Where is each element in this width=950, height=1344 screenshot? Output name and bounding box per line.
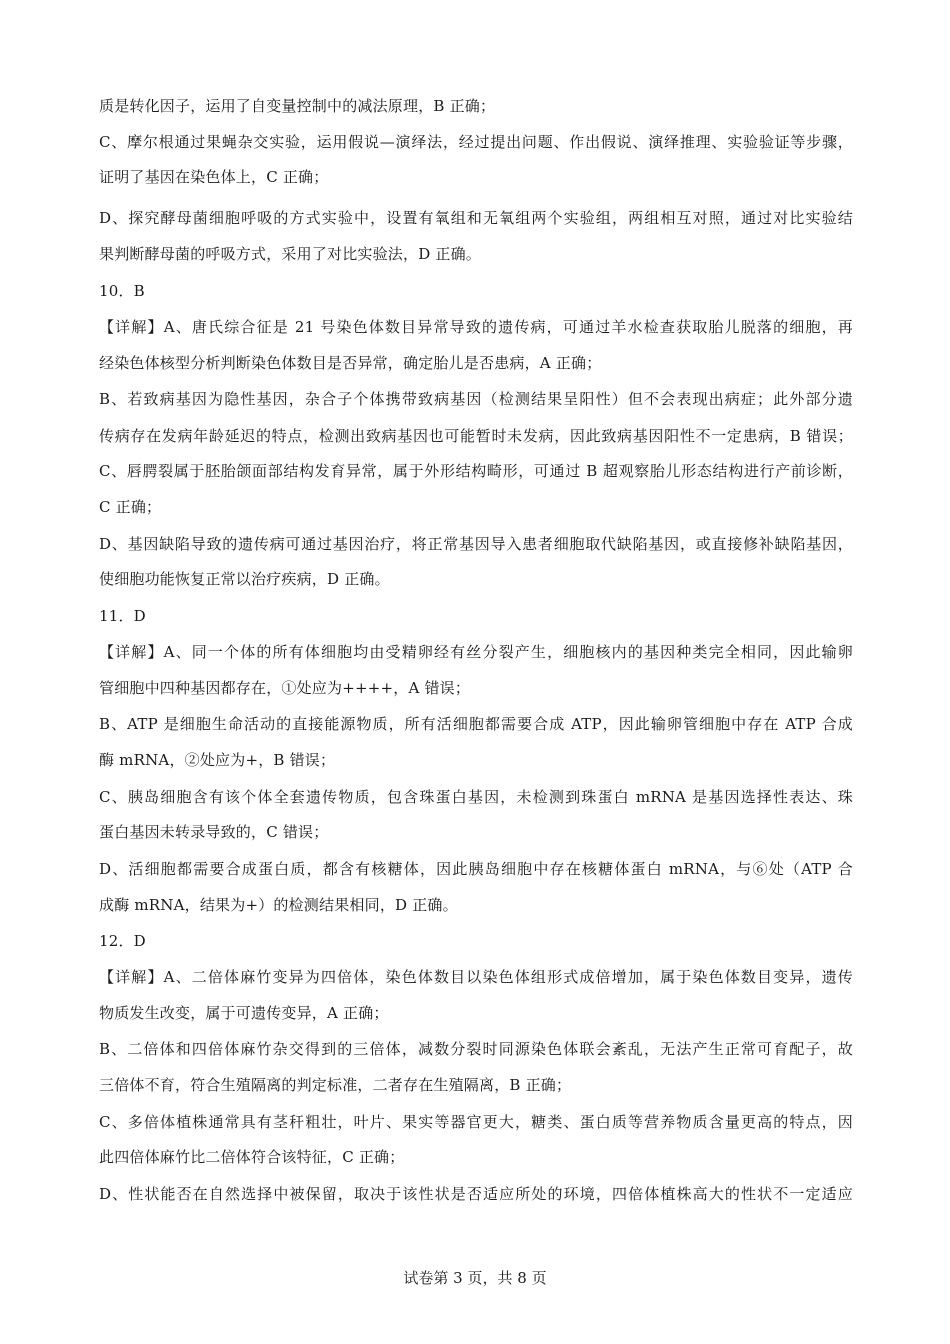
text-line: C、唇腭裂属于胚胎颌面部结构发育异常，属于外形结构畸形，可通过 B 超观察胎儿形态结构进行产前诊断， [99, 462, 853, 480]
text-line: C、胰岛细胞含有该个体全套遗传物质，包含珠蛋白基因，未检测到珠蛋白 mRNA 是基因选择性表达、珠 [99, 788, 853, 806]
text-line: B、ATP 是细胞生命活动的直接能源物质，所有活细胞都需要合成 ATP，因此输卵管细胞中存在 ATP 合成 [99, 715, 853, 733]
text-line: B、若致病基因为隐性基因，杂合子个体携带致病基因（检测结果呈阳性）但不会表现出病症；此外部分遗 [99, 390, 853, 408]
text-line: D、探究酵母菌细胞呼吸的方式实验中，设置有氧组和无氧组两个实验组，两组相互对照，通过对比实验结 [99, 209, 853, 227]
text-line: D、基因缺陷导致的遗传病可通过基因治疗，将正常基因导入患者细胞取代缺陷基因，或直接修补缺陷基因， [99, 535, 853, 553]
text-line: 此四倍体麻竹比二倍体符合该特征，C 正确； [99, 1148, 405, 1166]
question-number: 11．D [99, 607, 146, 625]
text-line: 蛋白基因未转录导致的，C 错误； [99, 823, 329, 841]
text-line: 传病存在发病年龄延迟的特点，检测出致病基因也可能暂时未发病，因此致病基因阳性不一定患病，B 错误； [99, 427, 853, 445]
text-line: 物质发生改变，属于可遗传变异，A 正确； [99, 1004, 389, 1022]
text-line: 经染色体核型分析判断染色体数目是否异常，确定胎儿是否患病，A 正确； [99, 354, 602, 372]
text-line: D、性状能否在自然选择中被保留，取决于该性状是否适应所处的环境，四倍体植株高大的性状不一定适应 [99, 1185, 853, 1203]
text-line: 证明了基因在染色体上，C 正确； [99, 168, 329, 186]
text-line: C、多倍体植株通常具有茎秆粗壮，叶片、果实等器官更大，糖类、蛋白质等营养物质含量更高的特点，因 [99, 1113, 853, 1131]
text-line: 【详解】A、唐氏综合征是 21 号染色体数目异常导致的遗传病，可通过羊水检查获取胎儿脱落的细胞，再 [99, 318, 853, 336]
text-line: 三倍体不育，符合生殖隔离的判定标准，二者存在生殖隔离，B 正确； [99, 1076, 572, 1094]
text-line: C 正确； [99, 498, 162, 516]
text-line: 【详解】A、二倍体麻竹变异为四倍体，染色体数目以染色体组形式成倍增加，属于染色体数目变异，遗传 [99, 968, 853, 986]
page-footer: 试卷第 3 页，共 8 页 [403, 1269, 547, 1287]
text-line: C、摩尔根通过果蝇杂交实验，运用假说—演绎法，经过提出问题、作出假说、演绎推理、实验验证等步骤， [99, 133, 853, 151]
text-line: 管细胞中四种基因都存在，①处应为++++，A 错误； [99, 679, 471, 697]
text-line: 【详解】A、同一个体的所有体细胞均由受精卵经有丝分裂产生，细胞核内的基因种类完全相同，因此输卵 [99, 643, 853, 661]
text-line: 使细胞功能恢复正常以治疗疾病，D 正确。 [99, 570, 390, 588]
text-line: 酶 mRNA，②处应为+，B 错误； [99, 751, 336, 769]
text-line: 果判断酵母菌的呼吸方式，采用了对比实验法，D 正确。 [99, 245, 481, 263]
question-number: 10．B [99, 282, 145, 300]
question-number: 12．D [99, 932, 146, 950]
text-line: B、二倍体和四倍体麻竹杂交得到的三倍体，减数分裂时同源染色体联会紊乱，无法产生正常可育配子，故 [99, 1040, 853, 1058]
text-line: 质是转化因子，运用了自变量控制中的减法原理，B 正确； [99, 97, 496, 115]
text-line: D、活细胞都需要合成蛋白质，都含有核糖体，因此胰岛细胞中存在核糖体蛋白 mRNA，与⑥处（ATP 合 [99, 860, 853, 878]
text-line: 成酶 mRNA，结果为+）的检测结果相同，D 正确。 [99, 896, 458, 914]
